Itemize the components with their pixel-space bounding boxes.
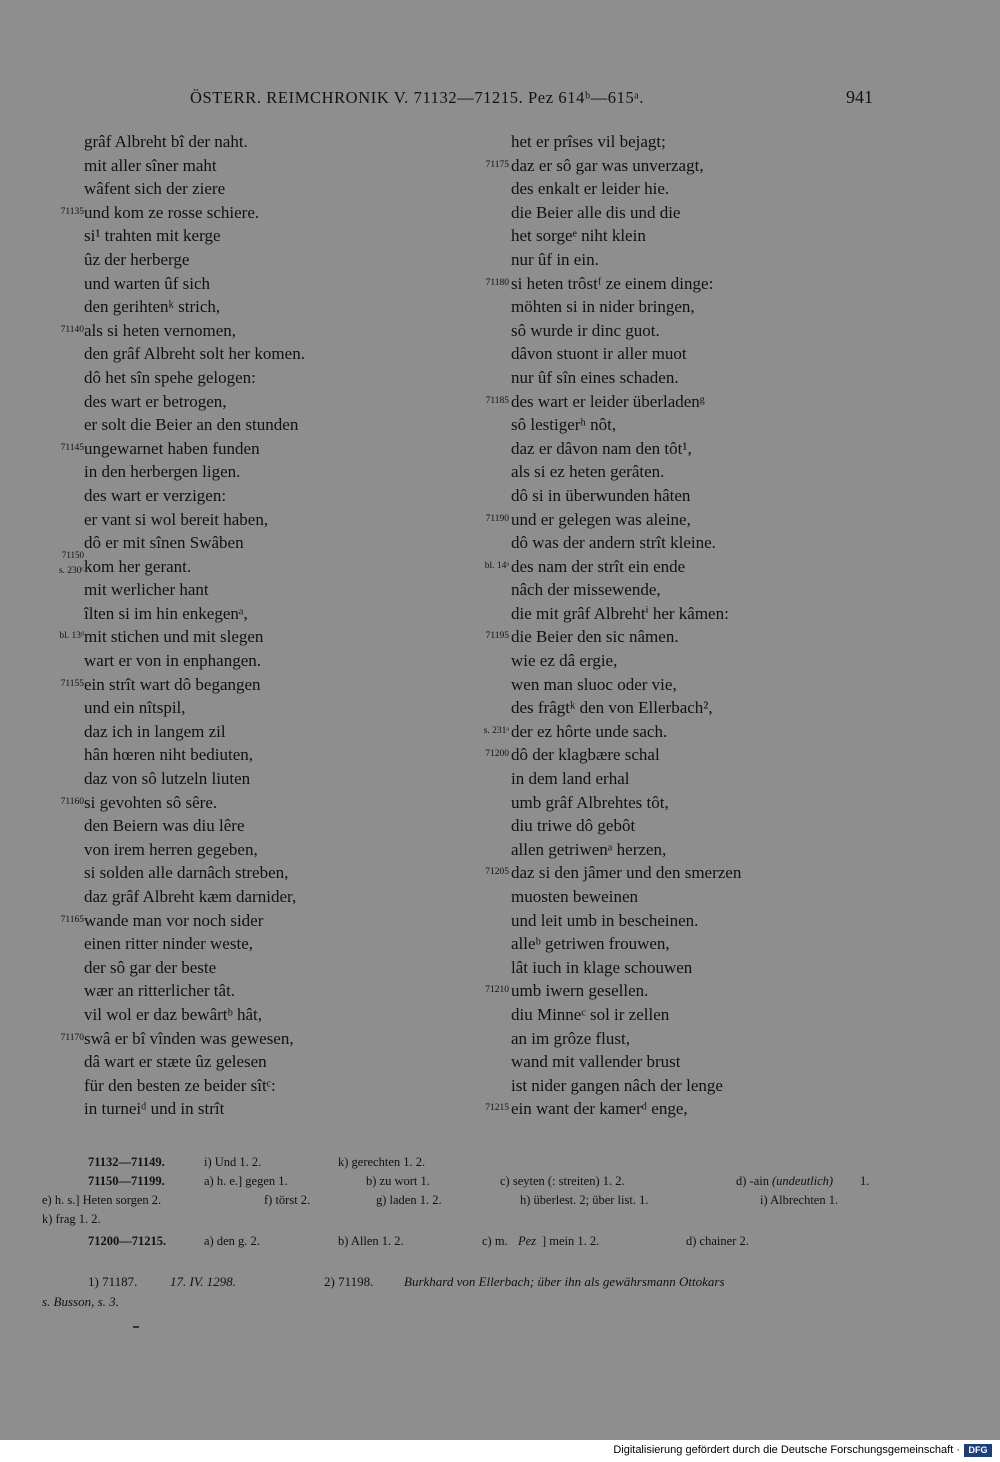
verse-column-right xyxy=(465,130,895,1121)
verse-text: muosten beweinen xyxy=(511,887,638,906)
apparatus-note: c) seyten (: streiten) 1. 2. xyxy=(500,1174,625,1188)
verse-text: daz si den jâmer und den smerzen xyxy=(511,863,742,883)
verse-text: von irem herren gegeben, xyxy=(84,839,258,859)
verse-line xyxy=(465,956,895,980)
verse-line xyxy=(465,909,895,933)
verse-line xyxy=(0,549,480,579)
verse-line xyxy=(0,130,480,154)
line-number: 71205 xyxy=(485,867,509,878)
line-number: bl. 13ᵈ xyxy=(59,631,84,642)
line-number: bl. 14ᵃ xyxy=(484,560,509,571)
footnote-number: 2) 71198. xyxy=(324,1274,374,1289)
verse-line xyxy=(465,460,895,484)
line-number: 71180 xyxy=(485,277,509,288)
verse-text: diu Minneᶜ sol ir zellen xyxy=(511,1004,670,1024)
verse-text: des wart er betrogen, xyxy=(84,391,227,411)
apparatus-range: 71132—71149. xyxy=(88,1155,165,1169)
verse-text: des frâgtᵏ den von Ellerbach², xyxy=(511,698,713,718)
line-number: 71135 xyxy=(60,206,84,217)
apparatus-note: i) Albrechten 1. xyxy=(760,1193,839,1207)
verse-text: si gevohten sô sêre. xyxy=(84,792,218,812)
verse-line xyxy=(0,319,480,343)
verse-text: den gerihtenᵏ strich, xyxy=(84,297,221,317)
verse-line xyxy=(465,201,895,225)
verse-line xyxy=(0,602,480,626)
footnote-number: 1) 71187. xyxy=(88,1274,138,1289)
verse-text: îlten si im hin enkegenᵃ, xyxy=(84,603,248,623)
verse-line xyxy=(0,177,480,201)
verse-text: kom her gerant. xyxy=(84,556,192,576)
verse-text: wand mit vallender brust xyxy=(511,1052,681,1072)
verse-line xyxy=(0,932,480,956)
line-number: s. 230ᶜ xyxy=(58,565,84,576)
apparatus-note: k) gerechten 1. 2. xyxy=(338,1155,426,1169)
line-number: 71200 xyxy=(485,749,509,760)
verse-text: er solt die Beier an den stunden xyxy=(84,415,299,435)
apparatus-note-italic: (undeutlich) xyxy=(772,1174,834,1188)
verse-line xyxy=(465,130,895,154)
verse-text: in dem land erhal xyxy=(511,769,630,789)
verse-text: dâ wart er stæte ûz gelesen xyxy=(84,1052,267,1072)
verse-line xyxy=(0,791,480,815)
verse-line xyxy=(465,342,895,366)
verse-text: wær an ritterlicher tât. xyxy=(84,981,236,1001)
critical-apparatus xyxy=(42,1153,882,1251)
apparatus-note: ] mein 1. 2. xyxy=(542,1234,600,1248)
header-title: ÖSTERR. REIMCHRONIK V. 71132—71215. Pez 614ᵇ—615ᵃ. xyxy=(190,88,645,107)
verse-text: si heten trôstᶠ ze einem dinge: xyxy=(511,273,714,293)
verse-line xyxy=(465,508,895,532)
verse-text: dô er mit sînen Swâben xyxy=(84,533,244,553)
verse-line xyxy=(465,861,895,885)
verse-text: het sorgeᵉ niht klein xyxy=(511,226,646,246)
verse-line xyxy=(465,295,895,319)
verse-text: des nam der strît ein ende xyxy=(511,556,686,576)
verse-text: der ez hôrte unde sach. xyxy=(511,721,668,741)
line-number: 71165 xyxy=(60,914,84,925)
verse-line xyxy=(0,743,480,767)
verse-text: wande man vor noch sider xyxy=(84,910,264,930)
credit-bar xyxy=(0,1440,1000,1462)
page-number: 941 xyxy=(846,87,873,107)
verse-line xyxy=(0,1003,480,1027)
dfg-logo: DFG xyxy=(964,1444,992,1457)
apparatus-range: 71150—71199. xyxy=(88,1174,165,1188)
verse-text: an im grôze flust, xyxy=(511,1028,630,1048)
verse-line xyxy=(0,956,480,980)
verse-text: den grâf Albreht solt her komen. xyxy=(84,344,305,364)
verse-text: die mit grâf Albrehtⁱ her kâmen: xyxy=(511,603,729,623)
verse-text: ist nider gangen nâch der lenge xyxy=(511,1075,723,1095)
line-number: 71175 xyxy=(485,159,509,170)
verse-text: als si ez heten gerâten. xyxy=(511,462,665,482)
credit-text: Digitalisierung gefördert durch die Deutsche Forschungsgemeinschaft · xyxy=(613,1444,960,1456)
verse-line xyxy=(465,814,895,838)
verse-text: mit stichen und mit slegen xyxy=(84,627,264,647)
line-number: 71155 xyxy=(60,678,84,689)
verse-text: dô het sîn spehe gelogen: xyxy=(84,367,256,387)
verse-text: sô wurde ir dinc guot. xyxy=(511,320,660,340)
verse-text: swâ er bî vînden was gewesen, xyxy=(84,1028,294,1048)
verse-line xyxy=(0,1074,480,1098)
verse-line xyxy=(465,1097,895,1121)
verse-text: und warten ûf sich xyxy=(84,273,211,293)
verse-line xyxy=(0,248,480,272)
line-number: 71210 xyxy=(485,985,509,996)
verse-line xyxy=(465,649,895,673)
footnote-text: 17. IV. 1298. xyxy=(170,1274,236,1289)
verse-text: und kom ze rosse schiere. xyxy=(84,202,260,222)
verse-text: umb grâf Albrehtes tôt, xyxy=(511,792,669,812)
verse-line xyxy=(465,885,895,909)
verse-line xyxy=(0,437,480,461)
running-header xyxy=(0,88,1000,110)
verse-line xyxy=(0,625,480,649)
verse-text: si solden alle darnâch streben, xyxy=(84,863,289,883)
verse-text: des enkalt er leider hie. xyxy=(511,179,670,199)
line-number: 71145 xyxy=(60,442,84,453)
verse-text: dô si in überwunden hâten xyxy=(511,485,691,505)
footnotes xyxy=(42,1272,882,1312)
line-number: 71215 xyxy=(485,1103,509,1114)
verse-text: die Beier den sic nâmen. xyxy=(511,627,679,647)
verse-line xyxy=(0,578,480,602)
verse-line xyxy=(465,248,895,272)
verse-line xyxy=(465,484,895,508)
verse-line xyxy=(465,154,895,178)
apparatus-note-italic: Pez xyxy=(518,1234,537,1248)
verse-line xyxy=(0,838,480,862)
verse-text: in turneiᵈ und in strît xyxy=(84,1099,225,1119)
verse-line xyxy=(0,272,480,296)
line-number: 71195 xyxy=(485,631,509,642)
verse-line xyxy=(465,555,895,579)
verse-text: einen ritter ninder weste, xyxy=(84,934,253,954)
verse-line xyxy=(465,224,895,248)
verse-text: dâvon stuont ir aller muot xyxy=(511,344,687,364)
verse-line xyxy=(0,224,480,248)
verse-line xyxy=(0,814,480,838)
verse-line xyxy=(465,531,895,555)
verse-line xyxy=(0,649,480,673)
line-number: 71150 xyxy=(61,549,84,560)
verse-text: allen getriwenᵃ herzen, xyxy=(511,839,667,859)
line-number: 71140 xyxy=(60,324,84,335)
verse-text: lât iuch in klage schouwen xyxy=(511,957,693,977)
apparatus-note: e) h. s.] Heten sorgen 2. xyxy=(42,1193,162,1207)
apparatus-note: k) frag 1. 2. xyxy=(42,1212,101,1226)
print-mark xyxy=(133,1326,139,1328)
verse-text: nâch der missewende, xyxy=(511,580,661,600)
verse-text: daz von sô lutzeln liuten xyxy=(84,769,251,789)
verse-line xyxy=(0,1097,480,1121)
verse-line xyxy=(0,484,480,508)
verse-line xyxy=(0,460,480,484)
verse-text: sô lestigerʰ nôt, xyxy=(511,415,617,435)
apparatus-note: a) den g. 2. xyxy=(204,1234,260,1248)
verse-line xyxy=(465,1050,895,1074)
verse-line xyxy=(465,602,895,626)
verse-text: und ein nîtspil, xyxy=(84,698,186,718)
verse-text: der sô gar der beste xyxy=(84,957,217,977)
verse-text: hân hœren niht bediuten, xyxy=(84,745,254,765)
verse-text: umb iwern gesellen. xyxy=(511,981,649,1001)
verse-line xyxy=(0,366,480,390)
verse-line xyxy=(0,979,480,1003)
line-number: 71160 xyxy=(60,796,84,807)
verse-text: wart er von in enphangen. xyxy=(84,651,262,671)
verse-line xyxy=(0,767,480,791)
line-number: 71185 xyxy=(485,395,509,406)
verse-line xyxy=(465,743,895,767)
verse-line xyxy=(0,861,480,885)
verse-line xyxy=(465,673,895,697)
verse-text: daz er sô gar was unverzagt, xyxy=(511,155,704,175)
verse-text: nur ûf in ein. xyxy=(511,249,599,269)
verse-line xyxy=(465,720,895,744)
verse-line xyxy=(0,342,480,366)
verse-line xyxy=(0,1050,480,1074)
verse-line xyxy=(465,979,895,1003)
verse-text: des wart er leider überladenᵍ xyxy=(511,391,705,411)
verse-text: wen man sluoc oder vie, xyxy=(511,674,677,694)
verse-line xyxy=(465,319,895,343)
verse-text: die Beier alle dis und die xyxy=(511,202,681,222)
verse-line xyxy=(0,696,480,720)
verse-text: alleᵇ getriwen frouwen, xyxy=(511,934,670,954)
apparatus-note: h) überlest. 2; über list. 1. xyxy=(520,1193,649,1207)
apparatus-note: b) Allen 1. 2. xyxy=(338,1234,404,1248)
verse-text: ûz der herberge xyxy=(84,249,190,269)
verse-text: daz er dâvon nam den tôt¹, xyxy=(511,438,692,458)
verse-text: het er prîses vil bejagt; xyxy=(511,132,666,151)
verse-line xyxy=(465,1003,895,1027)
verse-text: ein want der kamerᵈ enge, xyxy=(511,1099,688,1119)
verse-line xyxy=(0,154,480,178)
verse-text: vil wol er daz bewârtᵇ hât, xyxy=(84,1004,263,1024)
line-number: s. 231ᵃ xyxy=(483,725,509,736)
verse-text: grâf Albreht bî der naht. xyxy=(84,132,248,151)
verse-line xyxy=(0,201,480,225)
verse-text: als si heten vernomen, xyxy=(84,320,237,340)
verse-line xyxy=(0,909,480,933)
line-number: 71170 xyxy=(60,1032,84,1043)
verse-line xyxy=(465,366,895,390)
verse-line xyxy=(465,625,895,649)
apparatus-note: g) laden 1. 2. xyxy=(376,1193,442,1207)
verse-text: dô der klagbære schal xyxy=(511,745,660,765)
verse-text: möhten si in nider bringen, xyxy=(511,297,695,317)
verse-text: daz ich in langem zil xyxy=(84,721,226,741)
line-number: 71190 xyxy=(485,513,509,524)
verse-text: wâfent sich der ziere xyxy=(84,179,226,199)
verse-text: des wart er verzigen: xyxy=(84,485,227,505)
verse-line xyxy=(465,1027,895,1051)
verse-text: ungewarnet haben funden xyxy=(84,438,260,458)
verse-line xyxy=(465,791,895,815)
apparatus-note: b) zu wort 1. xyxy=(366,1174,430,1188)
verse-line xyxy=(0,720,480,744)
verse-text: den Beiern was diu lêre xyxy=(84,816,245,836)
verse-text: mit aller sîner maht xyxy=(84,155,217,175)
apparatus-note: f) törst 2. xyxy=(264,1193,311,1207)
verse-line xyxy=(465,932,895,956)
verse-text: ein strît wart dô begangen xyxy=(84,674,261,694)
verse-line xyxy=(0,673,480,697)
verse-text: für den besten ze beider sîtᶜ: xyxy=(84,1075,276,1095)
verse-text: si¹ trahten mit kerge xyxy=(84,226,221,246)
footnote-text: s. Busson, s. 3. xyxy=(42,1294,119,1309)
verse-line xyxy=(465,1074,895,1098)
verse-line xyxy=(465,696,895,720)
verse-text: daz grâf Albreht kæm darnider, xyxy=(84,887,297,906)
verse-line xyxy=(465,767,895,791)
verse-text: und er gelegen was aleine, xyxy=(511,509,691,529)
apparatus-range: 71200—71215. xyxy=(88,1234,167,1248)
verse-text: dô was der andern strît kleine. xyxy=(511,533,716,553)
verse-text: mit werlicher hant xyxy=(84,580,209,600)
verse-line xyxy=(465,177,895,201)
verse-line xyxy=(0,885,480,909)
verse-line xyxy=(0,508,480,532)
verse-text: wie ez dâ ergie, xyxy=(511,651,618,671)
verse-line xyxy=(465,272,895,296)
apparatus-note: 1. xyxy=(860,1174,870,1188)
verse-line xyxy=(0,295,480,319)
verse-column-left xyxy=(0,130,480,1121)
verse-text: in den herbergen ligen. xyxy=(84,462,241,482)
apparatus-note: a) h. e.] gegen 1. xyxy=(204,1174,288,1188)
apparatus-note: c) m. xyxy=(482,1234,508,1248)
verse-line xyxy=(0,413,480,437)
verse-text: und leit umb in bescheinen. xyxy=(511,910,699,930)
verse-line xyxy=(0,1027,480,1051)
verse-line xyxy=(0,390,480,414)
footnote-text: Burkhard von Ellerbach; über ihn als gewährsmann Ottokars xyxy=(404,1274,725,1289)
apparatus-note: d) -ain xyxy=(736,1174,769,1188)
apparatus-note: d) chainer 2. xyxy=(686,1234,749,1248)
verse-line xyxy=(465,578,895,602)
verse-text: diu triwe dô gebôt xyxy=(511,816,636,836)
verse-line xyxy=(465,413,895,437)
verse-line xyxy=(465,437,895,461)
verse-line xyxy=(465,838,895,862)
verse-text: nur ûf sîn eines schaden. xyxy=(511,367,679,387)
verse-text: er vant si wol bereit haben, xyxy=(84,509,269,529)
verse-line xyxy=(465,390,895,414)
apparatus-note: i) Und 1. 2. xyxy=(204,1155,262,1169)
